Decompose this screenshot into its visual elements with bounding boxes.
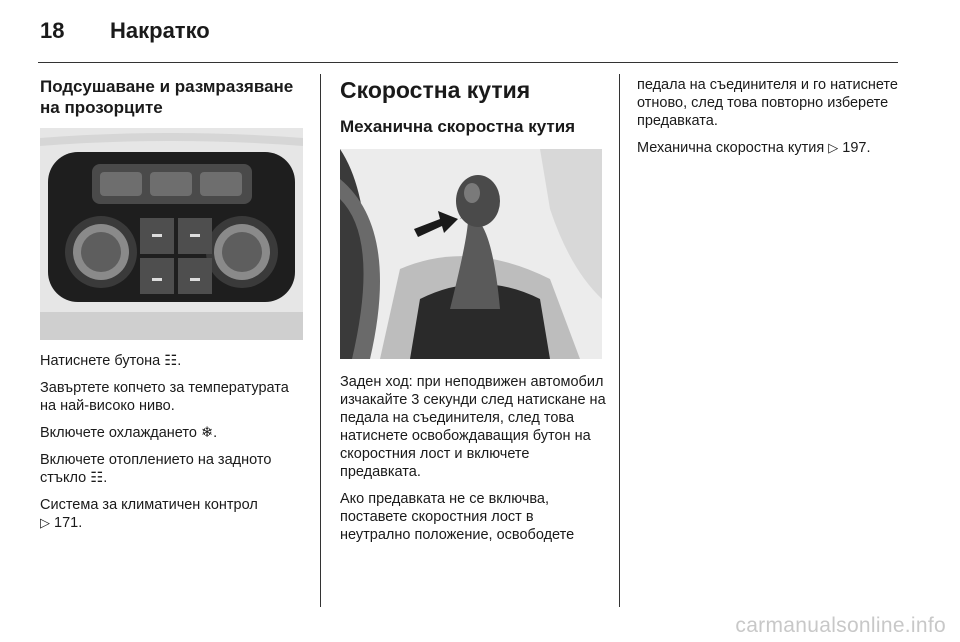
instruction-temperature: Завъртете копчето за температурата на най-високо ниво. [40, 380, 289, 414]
right-column [637, 76, 905, 166]
climate-system-reference [40, 496, 306, 532]
climate-panel-illustration [40, 128, 303, 340]
section-heading-gearbox: Скоростна кутия [340, 77, 531, 103]
instruction-rear-heating [40, 451, 306, 487]
triangle-right-icon: ▷ [828, 140, 839, 155]
watermark: carmanualsonline.info [735, 614, 946, 637]
triangle-right-icon: ▷ [40, 515, 50, 530]
page-number: 18 [40, 18, 65, 43]
punctuation: . [103, 470, 108, 486]
page-reference-link[interactable]: 197. [842, 140, 871, 156]
middle-column [340, 76, 606, 553]
instruction-text: Включете отоплението на задното стъкло [40, 452, 272, 486]
instruction-press-button [40, 352, 306, 370]
header-rule [38, 62, 898, 63]
instruction-continued: педала на съединителя и го натиснете отново, след това повторно изберете предавката. [637, 77, 898, 129]
instruction-text: Натиснете бутона [40, 353, 161, 369]
climate-control-image [40, 128, 303, 340]
reference-text: Система за климатичен контрол [40, 497, 258, 513]
reference-text: Механична скоростна кутия [637, 140, 825, 156]
section-heading-defrost: Подсушаване и размразяване на прозорците [40, 77, 294, 117]
gear-not-engaging-instruction: Ако предавката не се включва, поставете скоростния лост в неутрално положение, освободете [340, 491, 575, 543]
subheading-manual-gearbox: Механична скоростна кутия [340, 117, 576, 136]
instruction-cooling [40, 424, 306, 442]
left-column [40, 76, 306, 541]
punctuation: . [213, 425, 218, 441]
instruction-text: Включете охлаждането [40, 425, 197, 441]
gear-lever-illustration [340, 149, 602, 359]
page-header [40, 18, 210, 44]
rear-window-heat-icon: ☷ [90, 470, 104, 486]
page-title: Накратко [110, 18, 210, 43]
column-divider-1 [320, 74, 321, 607]
gear-lever-image [340, 149, 602, 359]
punctuation: . [177, 353, 182, 369]
column-divider-2 [619, 74, 620, 607]
reverse-gear-instruction: Заден ход: при неподвижен автомобил изчакайте 3 секунди след натискане на педала на съединителя, след това натиснете освобождаващия бутон на скоростния лост и включете предавката. [340, 374, 606, 480]
snowflake-icon: ❄ [200, 425, 214, 441]
page-reference-link[interactable]: 171. [54, 515, 83, 531]
manual-gearbox-reference [637, 139, 905, 157]
windscreen-defrost-icon: ☷ [164, 353, 178, 369]
